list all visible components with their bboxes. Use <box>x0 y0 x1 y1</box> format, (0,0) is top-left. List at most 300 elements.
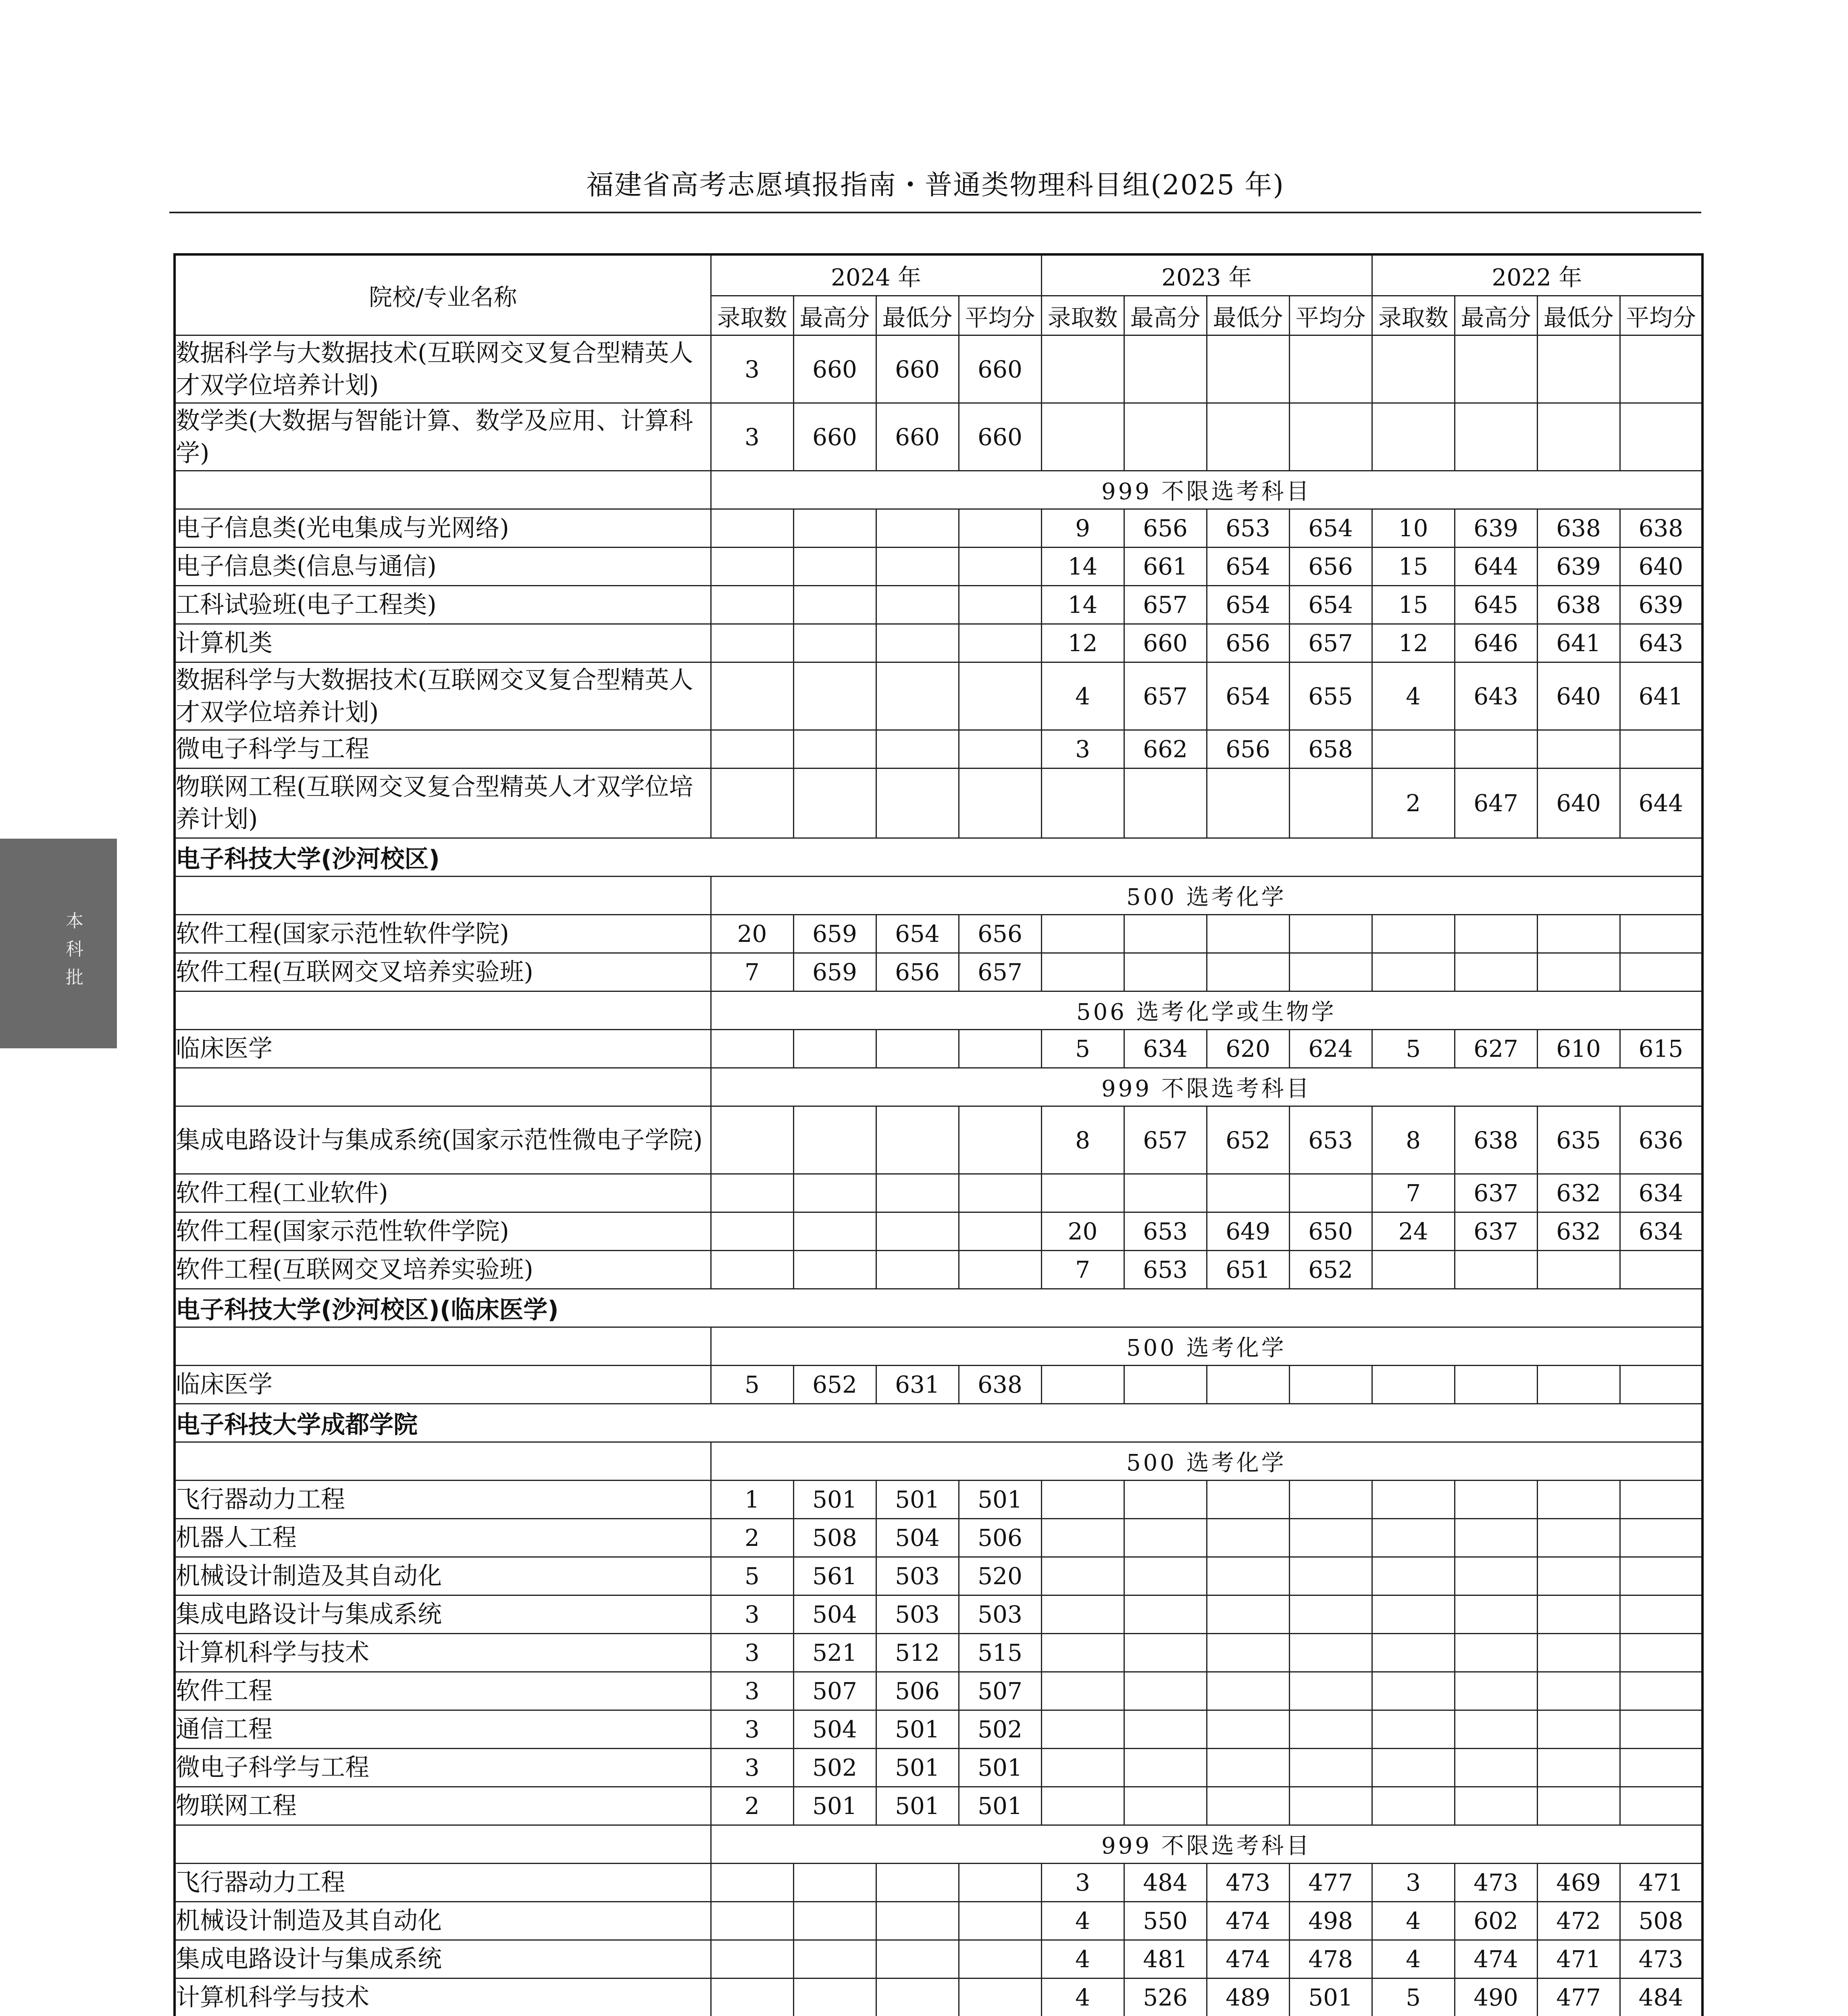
score-cell: 646 <box>1455 624 1537 662</box>
score-cell <box>1372 1595 1455 1634</box>
score-cell <box>1455 1634 1537 1672</box>
score-cell <box>1289 1366 1372 1404</box>
score-cell <box>1620 1481 1702 1519</box>
score-cell: 24 <box>1372 1212 1455 1251</box>
score-cell: 473 <box>1207 1864 1289 1902</box>
score-cell <box>1041 1519 1124 1557</box>
score-cell: 639 <box>1620 586 1702 624</box>
major-name-cell: 软件工程 <box>175 1672 711 1710</box>
score-cell: 501 <box>959 1787 1041 1825</box>
score-cell <box>1124 1710 1207 1749</box>
score-cell <box>1455 1519 1537 1557</box>
blank-cell <box>175 1442 711 1481</box>
score-cell <box>1041 1672 1124 1710</box>
score-cell <box>1124 1787 1207 1825</box>
major-name-cell: 软件工程(国家示范性软件学院) <box>175 1212 711 1251</box>
major-name-cell: 工科试验班(电子工程类) <box>175 586 711 624</box>
score-cell: 632 <box>1537 1174 1620 1212</box>
score-cell: 501 <box>876 1787 959 1825</box>
admission-score-table <box>173 253 1704 2016</box>
table-body <box>175 335 1702 2016</box>
major-name-cell: 物联网工程(互联网交叉复合型精英人才双学位培养计划) <box>175 768 711 838</box>
score-cell <box>1124 1557 1207 1595</box>
school-name: 电子科技大学(沙河校区)(临床医学) <box>175 1289 1702 1327</box>
table-row <box>175 1212 1702 1251</box>
score-cell: 657 <box>959 953 1041 991</box>
blank-cell <box>175 1327 711 1366</box>
score-cell <box>1124 1174 1207 1212</box>
major-name-cell: 临床医学 <box>175 1366 711 1404</box>
score-cell <box>1537 1366 1620 1404</box>
score-cell: 484 <box>1124 1864 1207 1902</box>
score-cell: 3 <box>711 1749 793 1787</box>
score-cell <box>1041 1634 1124 1672</box>
score-cell <box>1372 1481 1455 1519</box>
score-cell <box>1372 1749 1455 1787</box>
major-name-cell: 临床医学 <box>175 1030 711 1068</box>
score-cell: 20 <box>711 915 793 953</box>
score-cell <box>1124 1366 1207 1404</box>
score-cell <box>1620 1672 1702 1710</box>
score-cell: 640 <box>1537 662 1620 730</box>
score-cell: 8 <box>1041 1106 1124 1174</box>
score-cell: 660 <box>1124 624 1207 662</box>
score-cell: 651 <box>1207 1251 1289 1289</box>
score-cell: 656 <box>876 953 959 991</box>
score-cell: 506 <box>959 1519 1041 1557</box>
score-cell: 521 <box>793 1634 876 1672</box>
score-cell <box>1537 915 1620 953</box>
school-row <box>175 1289 1702 1327</box>
score-cell <box>793 1979 876 2016</box>
column-header-max: 最高分 <box>793 296 876 335</box>
score-cell <box>1289 1634 1372 1672</box>
subject-requirement-row <box>175 1068 1702 1106</box>
score-cell <box>1207 1557 1289 1595</box>
score-cell <box>1372 1634 1455 1672</box>
score-cell: 654 <box>876 915 959 953</box>
score-cell: 658 <box>1289 730 1372 768</box>
score-cell <box>711 1902 793 1940</box>
table-row <box>175 586 1702 624</box>
score-cell <box>1041 1749 1124 1787</box>
subject-requirement-row <box>175 1327 1702 1366</box>
score-cell <box>793 548 876 586</box>
score-cell: 501 <box>876 1481 959 1519</box>
score-cell <box>1041 1787 1124 1825</box>
score-cell: 660 <box>793 335 876 403</box>
score-cell <box>1537 1481 1620 1519</box>
score-cell <box>1041 1595 1124 1634</box>
score-cell: 474 <box>1455 1940 1537 1979</box>
score-cell <box>959 768 1041 838</box>
score-cell <box>1207 1672 1289 1710</box>
score-cell <box>876 1106 959 1174</box>
score-cell: 634 <box>1620 1174 1702 1212</box>
score-cell <box>959 1864 1041 1902</box>
score-cell: 3 <box>1372 1864 1455 1902</box>
score-cell: 638 <box>959 1366 1041 1404</box>
major-name-cell: 数据科学与大数据技术(互联网交叉复合型精英人才双学位培养计划) <box>175 335 711 403</box>
score-cell <box>711 730 793 768</box>
score-cell: 654 <box>1207 662 1289 730</box>
score-cell <box>711 1940 793 1979</box>
blank-cell <box>175 877 711 915</box>
score-cell <box>1455 1366 1537 1404</box>
score-cell <box>1372 953 1455 991</box>
score-cell: 512 <box>876 1634 959 1672</box>
score-cell <box>959 1106 1041 1174</box>
score-cell <box>959 662 1041 730</box>
score-cell <box>793 586 876 624</box>
score-cell <box>1620 1519 1702 1557</box>
major-name-cell: 数学类(大数据与智能计算、数学及应用、计算科学) <box>175 403 711 471</box>
score-cell: 5 <box>711 1557 793 1595</box>
score-cell <box>1207 1787 1289 1825</box>
score-cell <box>1455 403 1537 471</box>
score-cell: 471 <box>1620 1864 1702 1902</box>
table-row <box>175 1251 1702 1289</box>
score-cell <box>793 768 876 838</box>
table-row <box>175 335 1702 403</box>
score-cell: 15 <box>1372 586 1455 624</box>
blank-cell <box>175 1825 711 1864</box>
score-cell: 641 <box>1620 662 1702 730</box>
score-cell: 502 <box>959 1710 1041 1749</box>
score-cell: 634 <box>1620 1212 1702 1251</box>
score-cell <box>1124 1749 1207 1787</box>
score-cell: 657 <box>1289 624 1372 662</box>
score-cell <box>1289 1710 1372 1749</box>
score-cell: 469 <box>1537 1864 1620 1902</box>
score-cell: 656 <box>1207 730 1289 768</box>
side-tab-label: 本 科 批 <box>66 911 83 988</box>
score-cell: 4 <box>1041 662 1124 730</box>
score-cell: 632 <box>1537 1212 1620 1251</box>
score-cell: 661 <box>1124 548 1207 586</box>
score-cell <box>876 1979 959 2016</box>
score-cell <box>1620 730 1702 768</box>
score-cell: 650 <box>1289 1212 1372 1251</box>
score-cell <box>1207 953 1289 991</box>
score-cell <box>1372 1251 1455 1289</box>
score-cell: 7 <box>1372 1174 1455 1212</box>
score-cell <box>1207 335 1289 403</box>
score-cell: 473 <box>1620 1940 1702 1979</box>
score-cell: 641 <box>1537 624 1620 662</box>
major-name-cell: 电子信息类(信息与通信) <box>175 548 711 586</box>
score-cell: 503 <box>876 1557 959 1595</box>
major-name-cell: 机器人工程 <box>175 1519 711 1557</box>
score-cell <box>1041 915 1124 953</box>
score-cell: 503 <box>959 1595 1041 1634</box>
major-name-cell: 电子信息类(光电集成与光网络) <box>175 509 711 548</box>
score-cell: 647 <box>1455 768 1537 838</box>
score-cell <box>876 548 959 586</box>
score-cell: 656 <box>1289 548 1372 586</box>
major-name-cell: 软件工程(国家示范性软件学院) <box>175 915 711 953</box>
table-row <box>175 1174 1702 1212</box>
score-cell <box>1372 1557 1455 1595</box>
score-cell <box>1455 1710 1537 1749</box>
score-cell <box>876 1030 959 1068</box>
score-cell: 501 <box>1289 1979 1372 2016</box>
section-side-tab <box>0 839 117 1048</box>
column-header-name: 院校/专业名称 <box>175 254 711 335</box>
score-cell: 637 <box>1455 1212 1537 1251</box>
score-cell <box>876 730 959 768</box>
score-cell: 4 <box>1372 662 1455 730</box>
score-cell: 501 <box>876 1749 959 1787</box>
score-cell <box>1207 1366 1289 1404</box>
score-cell <box>1124 1634 1207 1672</box>
score-cell <box>959 1940 1041 1979</box>
score-cell: 8 <box>1372 1106 1455 1174</box>
score-cell <box>1372 1787 1455 1825</box>
score-cell <box>959 1212 1041 1251</box>
score-cell: 615 <box>1620 1030 1702 1068</box>
score-cell: 477 <box>1537 1979 1620 2016</box>
header-divider <box>169 212 1701 213</box>
score-cell <box>1207 915 1289 953</box>
year-header-2024: 2024 年 <box>711 254 1041 296</box>
subject-requirement: 999 不限选考科目 <box>711 1068 1702 1106</box>
score-cell <box>711 768 793 838</box>
score-cell <box>876 1864 959 1902</box>
table-row <box>175 1749 1702 1787</box>
major-name-cell: 机械设计制造及其自动化 <box>175 1902 711 1940</box>
score-cell <box>1124 1481 1207 1519</box>
score-cell <box>959 1251 1041 1289</box>
score-cell: 627 <box>1455 1030 1537 1068</box>
major-name-cell: 计算机类 <box>175 624 711 662</box>
score-cell <box>711 624 793 662</box>
score-cell <box>1041 1557 1124 1595</box>
score-cell <box>1289 1749 1372 1787</box>
score-cell <box>1537 1634 1620 1672</box>
score-cell: 638 <box>1455 1106 1537 1174</box>
score-cell: 478 <box>1289 1940 1372 1979</box>
score-cell: 507 <box>793 1672 876 1710</box>
score-cell: 645 <box>1455 586 1537 624</box>
score-cell <box>1537 1787 1620 1825</box>
table-row <box>175 768 1702 838</box>
score-cell <box>1455 1481 1537 1519</box>
score-cell: 3 <box>711 1672 793 1710</box>
score-cell <box>876 586 959 624</box>
major-name-cell: 物联网工程 <box>175 1787 711 1825</box>
table-row <box>175 1902 1702 1940</box>
score-cell: 660 <box>793 403 876 471</box>
subject-requirement: 500 选考化学 <box>711 877 1702 915</box>
subject-requirement-row <box>175 991 1702 1030</box>
score-cell <box>1455 1672 1537 1710</box>
major-name-cell: 软件工程(工业软件) <box>175 1174 711 1212</box>
score-cell <box>1124 1595 1207 1634</box>
score-cell <box>876 768 959 838</box>
score-cell <box>1537 730 1620 768</box>
column-header-count: 录取数 <box>1041 296 1124 335</box>
score-cell: 471 <box>1537 1940 1620 1979</box>
score-cell: 506 <box>876 1672 959 1710</box>
blank-cell <box>175 991 711 1030</box>
score-cell: 638 <box>1537 586 1620 624</box>
score-cell <box>711 586 793 624</box>
major-name-cell: 集成电路设计与集成系统 <box>175 1595 711 1634</box>
score-cell: 638 <box>1537 509 1620 548</box>
table-row <box>175 1787 1702 1825</box>
score-cell: 610 <box>1537 1030 1620 1068</box>
score-cell <box>793 1940 876 1979</box>
score-cell <box>1455 730 1537 768</box>
score-cell: 653 <box>1289 1106 1372 1174</box>
score-cell: 490 <box>1455 1979 1537 2016</box>
score-cell: 656 <box>959 915 1041 953</box>
score-cell <box>1455 335 1537 403</box>
score-cell: 4 <box>1041 1979 1124 2016</box>
score-cell: 640 <box>1620 548 1702 586</box>
score-cell <box>1289 403 1372 471</box>
score-cell <box>1620 1710 1702 1749</box>
score-cell: 4 <box>1041 1940 1124 1979</box>
column-header-min: 最低分 <box>1207 296 1289 335</box>
table-row <box>175 1106 1702 1174</box>
table-row <box>175 1710 1702 1749</box>
major-name-cell: 软件工程(互联网交叉培养实验班) <box>175 1251 711 1289</box>
school-row <box>175 838 1702 877</box>
score-cell <box>1455 1557 1537 1595</box>
score-cell: 662 <box>1124 730 1207 768</box>
score-cell: 653 <box>1207 509 1289 548</box>
score-cell: 643 <box>1455 662 1537 730</box>
major-name-cell: 通信工程 <box>175 1710 711 1749</box>
table-row <box>175 1864 1702 1902</box>
score-cell <box>1124 953 1207 991</box>
score-cell <box>1207 1174 1289 1212</box>
score-cell <box>1207 1634 1289 1672</box>
blank-cell <box>175 1068 711 1106</box>
score-cell: 640 <box>1537 768 1620 838</box>
score-cell: 474 <box>1207 1940 1289 1979</box>
score-cell: 654 <box>1207 548 1289 586</box>
score-cell <box>1041 1174 1124 1212</box>
score-cell: 515 <box>959 1634 1041 1672</box>
score-cell: 3 <box>711 1595 793 1634</box>
score-cell: 520 <box>959 1557 1041 1595</box>
score-cell: 660 <box>959 335 1041 403</box>
score-cell <box>1207 1749 1289 1787</box>
column-header-avg: 平均分 <box>1289 296 1372 335</box>
score-cell <box>1455 1251 1537 1289</box>
score-cell: 3 <box>1041 730 1124 768</box>
score-cell: 644 <box>1620 768 1702 838</box>
column-header-avg: 平均分 <box>1620 296 1702 335</box>
score-cell <box>1620 1557 1702 1595</box>
score-cell: 2 <box>711 1519 793 1557</box>
score-cell <box>1289 1481 1372 1519</box>
score-cell <box>1537 1251 1620 1289</box>
score-cell <box>1620 1595 1702 1634</box>
score-cell <box>1207 1595 1289 1634</box>
year-header-2022: 2022 年 <box>1372 254 1702 296</box>
score-cell <box>1041 335 1124 403</box>
score-cell: 503 <box>876 1595 959 1634</box>
score-cell <box>1207 1710 1289 1749</box>
score-cell <box>793 1902 876 1940</box>
score-cell <box>793 1864 876 1902</box>
table-row <box>175 662 1702 730</box>
score-cell: 653 <box>1124 1251 1207 1289</box>
score-cell <box>711 1979 793 2016</box>
score-cell <box>1289 915 1372 953</box>
score-cell: 659 <box>793 915 876 953</box>
score-cell <box>1041 1366 1124 1404</box>
score-cell <box>876 1251 959 1289</box>
score-cell <box>793 1106 876 1174</box>
score-cell: 526 <box>1124 1979 1207 2016</box>
score-cell <box>711 662 793 730</box>
school-name: 电子科技大学(沙河校区) <box>175 838 1702 877</box>
score-cell: 501 <box>793 1787 876 1825</box>
score-cell: 561 <box>793 1557 876 1595</box>
score-cell <box>1620 915 1702 953</box>
score-cell: 481 <box>1124 1940 1207 1979</box>
score-cell <box>1124 915 1207 953</box>
blank-cell <box>175 471 711 509</box>
column-header-count: 录取数 <box>711 296 793 335</box>
score-cell: 1 <box>711 1481 793 1519</box>
score-cell <box>711 1174 793 1212</box>
score-cell <box>1372 403 1455 471</box>
year-header-2023: 2023 年 <box>1041 254 1372 296</box>
score-cell <box>1620 1787 1702 1825</box>
score-cell <box>1207 403 1289 471</box>
column-header-avg: 平均分 <box>959 296 1041 335</box>
score-cell <box>959 1902 1041 1940</box>
score-cell: 10 <box>1372 509 1455 548</box>
score-cell: 508 <box>1620 1902 1702 1940</box>
score-cell <box>1289 1595 1372 1634</box>
score-cell <box>1372 335 1455 403</box>
score-cell: 639 <box>1455 509 1537 548</box>
major-name-cell: 飞行器动力工程 <box>175 1481 711 1519</box>
table-row <box>175 1979 1702 2016</box>
major-name-cell: 微电子科学与工程 <box>175 730 711 768</box>
score-cell: 501 <box>876 1710 959 1749</box>
score-cell <box>793 1212 876 1251</box>
column-header-count: 录取数 <box>1372 296 1455 335</box>
score-cell: 652 <box>1207 1106 1289 1174</box>
subject-requirement-row <box>175 471 1702 509</box>
score-cell: 4 <box>1372 1902 1455 1940</box>
score-cell: 649 <box>1207 1212 1289 1251</box>
score-cell <box>876 662 959 730</box>
score-cell <box>793 662 876 730</box>
score-cell <box>1537 1710 1620 1749</box>
score-cell: 484 <box>1620 1979 1702 2016</box>
table-row <box>175 1519 1702 1557</box>
column-header-min: 最低分 <box>876 296 959 335</box>
score-cell <box>1537 1519 1620 1557</box>
score-cell: 502 <box>793 1749 876 1787</box>
major-name-cell: 软件工程(互联网交叉培养实验班) <box>175 953 711 991</box>
table-row <box>175 1557 1702 1595</box>
score-cell <box>1620 1251 1702 1289</box>
score-cell <box>1455 1787 1537 1825</box>
score-cell: 656 <box>1124 509 1207 548</box>
score-cell <box>959 730 1041 768</box>
score-cell <box>876 1174 959 1212</box>
